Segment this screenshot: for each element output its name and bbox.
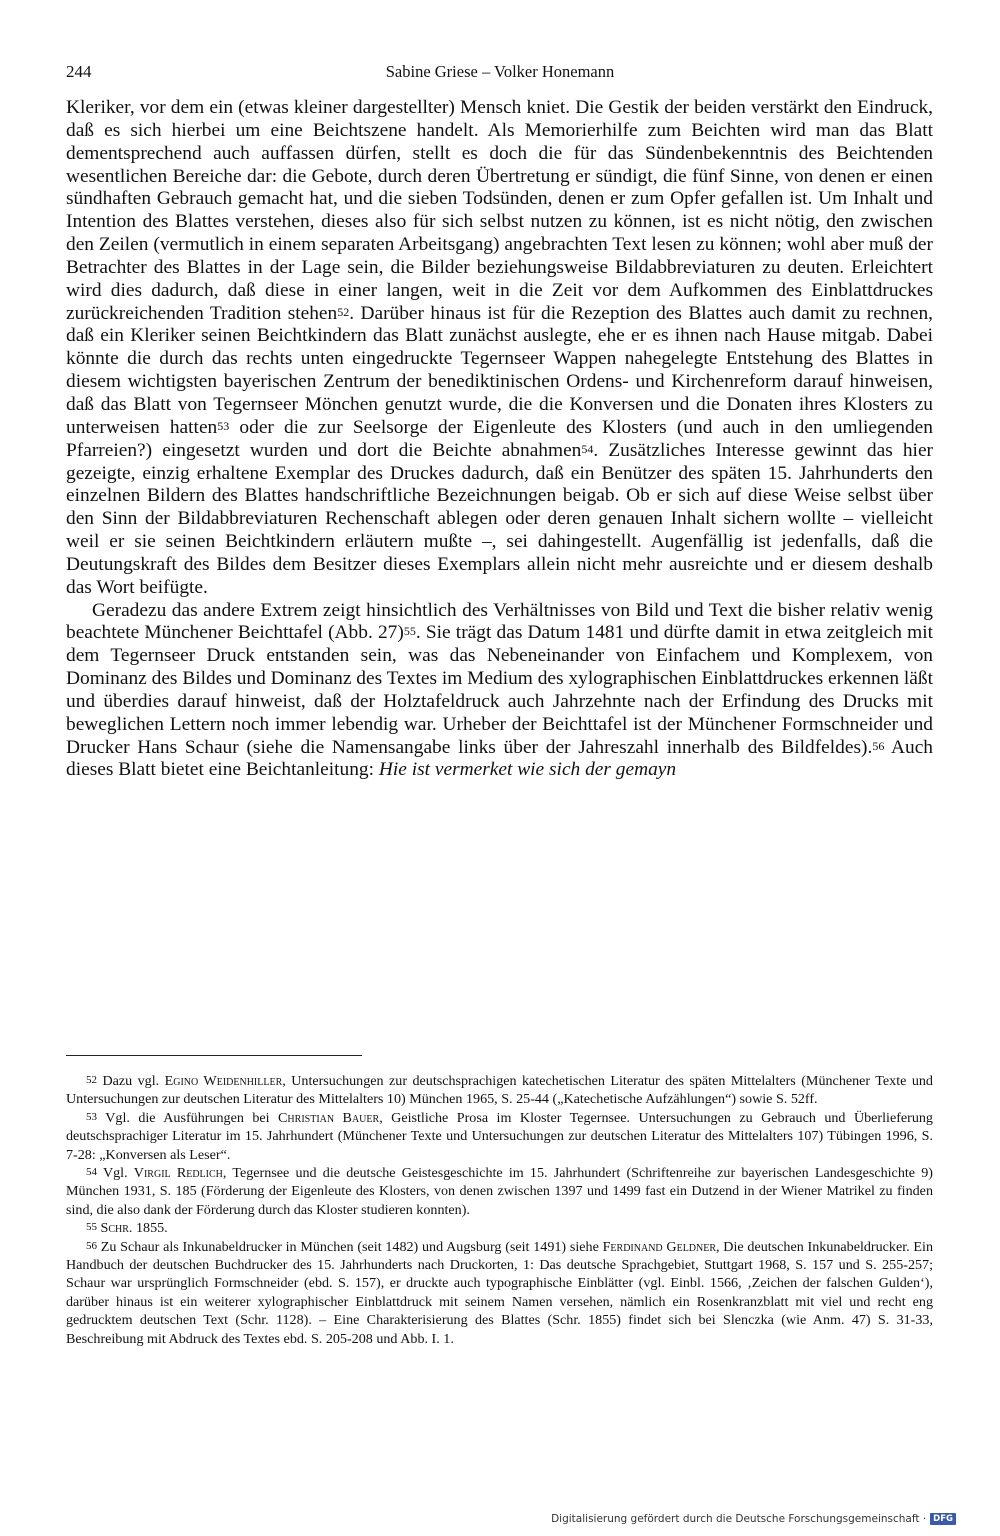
text-run: 1855.	[132, 1220, 168, 1237]
text-run: . Sie trägt das Datum 1481 und dürfte damit in etwa zeitgleich mit dem Tegernseer Druck entstanden sein, was das Nebeneinander von Einfachem und Komplexem, von Dominanz des Bildes und Dominanz des Textes im Medium des xylographischen Einblattdruckes erkennen läßt und überdies darauf hinweist, daß der Holztafeldruck auch Jahrzehnte nach der Erfindung des Drucks mit beweglichen Lettern noch immer lebendig war. Urheber der Beichttafel ist der Münchener Formschneider und Drucker Hans Schaur (siehe die Namensangabe links über der Jahreszahl innerhalb des Bildfeldes).	[66, 622, 933, 758]
footnote-divider	[66, 1055, 362, 1056]
footnote-52	[66, 1072, 933, 1109]
running-head: Sabine Griese – Volker Honemann	[385, 62, 615, 81]
text-run: Vgl. die Ausführungen bei	[105, 1109, 279, 1126]
page-number: 244	[66, 62, 92, 81]
text-run: , Geistliche Prosa im Kloster Tegernsee. Untersuchungen zu Gebrauch und Überlieferung deutschsprachiger Literatur im 15. Jahrhundert (Münchener Texte und Untersuchungen zur deutschen Literatur des Mittelalters 107) Tübingen 1996, S. 7-28: „Konversen als Leser“.	[66, 1109, 933, 1163]
footnote-number: 54	[86, 1166, 97, 1179]
footnote-number: 52	[86, 1074, 97, 1086]
main-text	[66, 97, 933, 782]
footnote-ref-54[interactable]: 54	[581, 441, 594, 456]
paragraph	[66, 600, 933, 783]
footnote-53	[66, 1109, 933, 1164]
footnote-ref-52[interactable]: 52	[337, 304, 350, 319]
text-run: Vgl.	[102, 1165, 134, 1182]
footnote-number: 53	[86, 1110, 97, 1123]
text-run: Kleriker, vor dem ein (etwas kleiner dargestellter) Mensch kniet. Die Gestik der beiden verstärkt den Eindruck, daß es sich hierbei um eine Beichtszene handelt. Als Memorierhilfe zum Beichten wird man das Blatt dementsprechend auch auffassen dürfen, stellt es doch die für das Sündenbekenntnis des Beichtenden wesentlichen Bereiche dar: die Gebote, durch deren Übertretung er sündigt, die fünf Sinne, von denen er einen sündhaften Gebrauch gemacht hat, und die sieben Todsünden, denen er zum Opfer gefallen ist. Um Inhalt und Intention des Blattes verstehen, dieses also für sich selbst nutzen zu können, ist es nicht nötig, den zwischen den Zeilen (vermutlich in einem separaten Arbeitsgang) angebrachten Text lesen zu können; wohl aber muß der Betrachter des Blattes in der Lage sein, die Bilder beziehungsweise Bildabbreviaturen zu deuten. Erleichtert wird dies dadurch, daß diese in einer langen, weit in die Zeit vor dem Aufkommen des Einblattdruckes zurückreichenden Tradition stehen	[66, 97, 933, 324]
text-run: . Zusätzliches Interesse gewinnt das hier gezeigte, einzig erhaltene Exemplar des Druckes dadurch, daß ein Benützer des späten 15. Jahrhunderts den einzelnen Bildern des Blattes handschriftliche Bezeichnungen beigab. Ob er sich auf diese Weise selbst über den Sinn der Bildabbreviaturen Rechenschaft ablegen oder deren genauen Inhalt sichern wollte – vielleicht weil er sie seinen Beichtkindern erläutern mußte –, sei dahingestellt. Augenfällig ist jedenfalls, daß die Deutungskraft des Bildes dem Besitzer dieses Exemplars allein nicht mehr ausreichte und er diesem deshalb das Wort beifügte.	[66, 439, 934, 598]
dfg-logo-icon: DFG	[930, 1513, 956, 1525]
text-run: Zu Schaur als Inkunabeldrucker in München (seit 1482) und Augsburg (seit 1491) siehe	[100, 1238, 603, 1255]
text-run: , Die deutschen Inkunabeldrucker. Ein Handbuch der deutschen Buchdrucker des 15. Jahrhunderts nach Druckorten, 1: Das deutsche Sprachgebiet, Stuttgart 1968, S. 157 und S. 255-257; Schaur war ursprünglich Formschneider (ebd. S. 157), er druckte auch typographische Einblätter (vgl. Einbl. 1566, ‚Zeichen der falschen Gulden‘), darüber hinaus ist ein weiterer xylographischer Einblattdruck mit seinem Namen versehen, nämlich ein Rosenkranzblatt mit viel und recht eng gedrucktem deutschen Text (Schr. 1128). – Eine Charakterisierung des Blattes (Schr. 1855) findet sich bei Slenczka (wie Anm. 47) S. 31-33, Beschreibung mit Abdruck des Textes ebd. S. 205-208 und Abb. I. 1.	[66, 1238, 933, 1347]
footnotes	[66, 1072, 933, 1348]
text-run: Dazu vgl.	[102, 1073, 165, 1089]
paragraph	[66, 97, 933, 600]
author-name: Egino Weidenhiller	[164, 1073, 283, 1089]
footnote-55	[66, 1219, 933, 1237]
footnote-54	[66, 1164, 933, 1219]
author-name: Virgil Redlich	[133, 1165, 223, 1182]
quoted-title: Hie ist vermerket wie sich der gemayn	[378, 759, 677, 781]
credit-text: Digitalisierung gefördert durch die Deutsche Forschungsgemeinschaft ·	[551, 1513, 927, 1525]
author-name: Christian Bauer	[278, 1109, 380, 1126]
text-run: , Untersuchungen zur deutschsprachigen katechetischen Literatur des späten Mittelalters (Münchener Texte und Untersuchungen zur deutschen Literatur des Mittelalters 10) München 1965, S. 25-44 („Katechetische Aufzählungen“) sowie S. 52ff.	[66, 1073, 933, 1108]
footnote-number: 55	[86, 1221, 97, 1234]
footnote-56	[66, 1238, 933, 1348]
author-name: Ferdinand Geldner	[602, 1238, 717, 1255]
footnote-ref-55[interactable]: 55	[403, 624, 416, 639]
text-run: oder die zur Seelsorge der Eigenleute des Klosters (und auch in den umliegenden Pfarreien?) eingesetzt wurden und dort die Beichte abnahmen	[66, 416, 933, 461]
author-name: Schr.	[100, 1220, 133, 1237]
footnote-number: 56	[86, 1239, 97, 1252]
text-run: Geradezu das andere Extrem zeigt hinsichtlich des Verhältnisses von Bild und Text die bisher relativ wenig beachtete Münchener Beichttafel (Abb. 27)	[66, 599, 933, 644]
text-run: , Tegernsee und die deutsche Geistesgeschichte im 15. Jahrhundert (Schriftenreihe zur bayerischen Landesgeschichte 9) München 1931, S. 185 (Förderung der Eigenleute des Klosters, von denen zwischen 1397 und 1499 fast ein Dutzend in der Wiener Matrikel zu finden sind, die also dank der Förderung durch das Kloster studieren konnten).	[66, 1165, 933, 1218]
digitization-credit	[551, 1513, 956, 1525]
text-run: . Darüber hinaus ist für die Rezeption des Blattes auch damit zu rechnen, daß ein Kleriker seinen Beichtkindern das Blatt zunächst auslegte, ehe er es ihnen nach Hause mitgab. Dabei könnte die durch das rechts unten eingedruckte Tegernseer Wappen nahegelegte Entstehung des Blattes in diesem wichtigsten bayerischen Zentrum der benediktinischen Ordens- und Kirchenreform darauf hinweisen, daß das Blatt von Tegernseer Mönchen genutzt wurde, die die Konversen und die Donaten ihres Klosters zu unterweisen hatten	[66, 302, 933, 438]
footnote-ref-53[interactable]: 53	[217, 418, 230, 433]
footnote-ref-56[interactable]: 56	[872, 738, 885, 753]
text-run: Auch dieses Blatt bietet eine Beichtanleitung:	[66, 736, 934, 781]
